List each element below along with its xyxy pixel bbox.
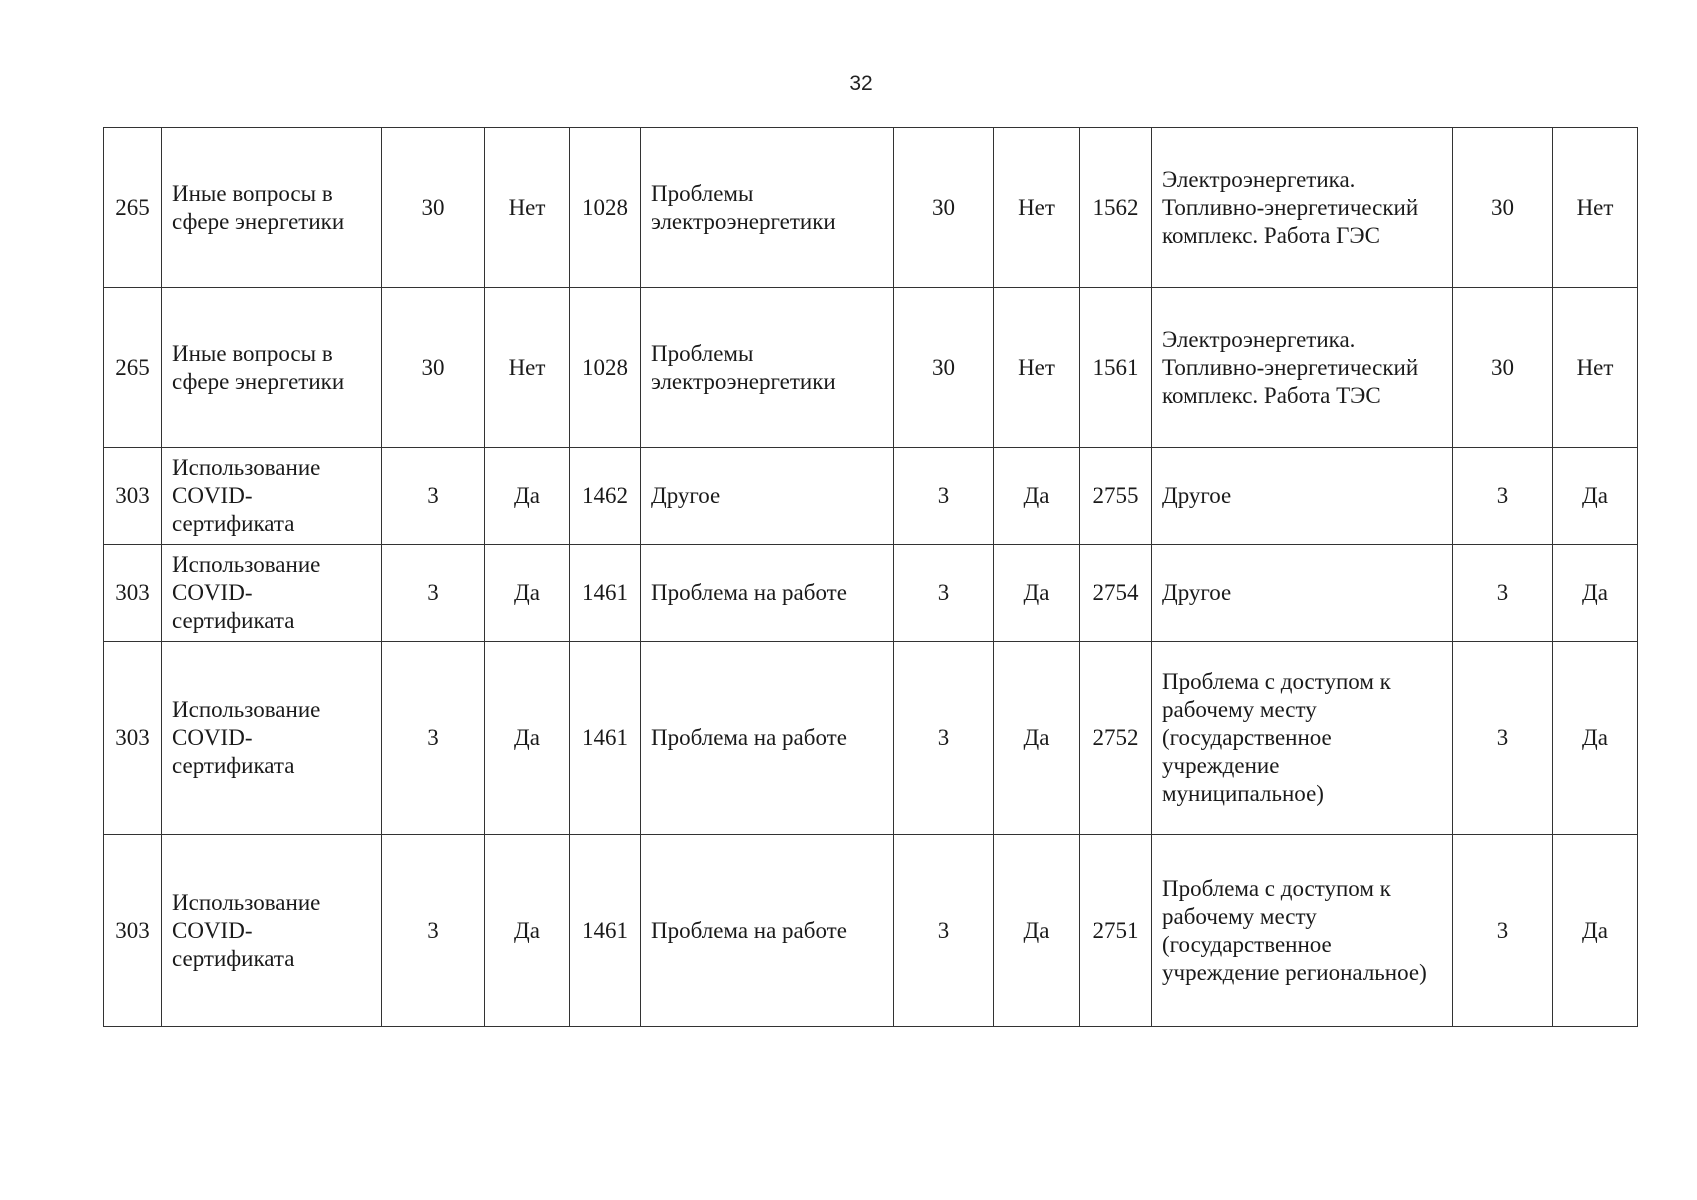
table-row	[104, 288, 1638, 448]
question-code: 2754	[1080, 545, 1152, 642]
topic-name: Проблема на работе	[641, 545, 894, 642]
section-name: Использование COVID- сертификата	[162, 448, 382, 545]
question-name: Проблема с доступом к рабочему месту (государственное учреждение региональное)	[1152, 835, 1453, 1027]
question-flag: Да	[1553, 448, 1638, 545]
table-row	[104, 448, 1638, 545]
section-code: 303	[104, 545, 162, 642]
section-term: 3	[382, 642, 485, 835]
section-term: 30	[382, 128, 485, 288]
topic-flag: Нет	[994, 288, 1080, 448]
question-name: Проблема с доступом к рабочему месту (государственное учреждение муниципальное)	[1152, 642, 1453, 835]
section-term: 3	[382, 835, 485, 1027]
topic-name: Проблемы электроэнергетики	[641, 128, 894, 288]
section-code: 265	[104, 288, 162, 448]
section-name: Использование COVID- сертификата	[162, 642, 382, 835]
question-term: 3	[1453, 545, 1553, 642]
section-term: 3	[382, 545, 485, 642]
section-flag: Да	[485, 642, 570, 835]
topic-term: 30	[894, 288, 994, 448]
section-code: 303	[104, 835, 162, 1027]
question-term: 30	[1453, 288, 1553, 448]
topic-term: 3	[894, 835, 994, 1027]
question-name: Электроэнергетика. Топливно-энергетический комплекс. Работа ГЭС	[1152, 128, 1453, 288]
topic-term: 3	[894, 448, 994, 545]
table-row	[104, 835, 1638, 1027]
topic-flag: Нет	[994, 128, 1080, 288]
question-code: 1562	[1080, 128, 1152, 288]
topic-flag: Да	[994, 642, 1080, 835]
topic-flag: Да	[994, 835, 1080, 1027]
topic-code: 1462	[570, 448, 641, 545]
question-flag: Да	[1553, 545, 1638, 642]
table-row	[104, 642, 1638, 835]
section-code: 265	[104, 128, 162, 288]
question-code: 2751	[1080, 835, 1152, 1027]
question-name: Другое	[1152, 545, 1453, 642]
topic-name: Другое	[641, 448, 894, 545]
table-row	[104, 545, 1638, 642]
question-flag: Нет	[1553, 288, 1638, 448]
topic-flag: Да	[994, 545, 1080, 642]
topic-flag: Да	[994, 448, 1080, 545]
question-code: 2752	[1080, 642, 1152, 835]
topic-name: Проблема на работе	[641, 642, 894, 835]
table-row	[104, 128, 1638, 288]
question-term: 3	[1453, 642, 1553, 835]
section-code: 303	[104, 448, 162, 545]
topic-name: Проблема на работе	[641, 835, 894, 1027]
question-flag: Да	[1553, 835, 1638, 1027]
question-term: 30	[1453, 128, 1553, 288]
question-flag: Нет	[1553, 128, 1638, 288]
question-code: 2755	[1080, 448, 1152, 545]
question-term: 3	[1453, 448, 1553, 545]
section-term: 3	[382, 448, 485, 545]
section-flag: Нет	[485, 288, 570, 448]
section-code: 303	[104, 642, 162, 835]
section-flag: Нет	[485, 128, 570, 288]
section-flag: Да	[485, 448, 570, 545]
section-name: Иные вопросы в сфере энергетики	[162, 288, 382, 448]
question-code: 1561	[1080, 288, 1152, 448]
topic-code: 1461	[570, 642, 641, 835]
question-name: Другое	[1152, 448, 1453, 545]
question-name: Электроэнергетика. Топливно-энергетический комплекс. Работа ТЭС	[1152, 288, 1453, 448]
topic-code: 1028	[570, 288, 641, 448]
topic-code: 1461	[570, 545, 641, 642]
section-name: Иные вопросы в сфере энергетики	[162, 128, 382, 288]
question-term: 3	[1453, 835, 1553, 1027]
section-term: 30	[382, 288, 485, 448]
topic-term: 30	[894, 128, 994, 288]
classifier-table	[103, 127, 1638, 1027]
section-name: Использование COVID- сертификата	[162, 545, 382, 642]
section-flag: Да	[485, 545, 570, 642]
topic-term: 3	[894, 642, 994, 835]
topic-name: Проблемы электроэнергетики	[641, 288, 894, 448]
section-flag: Да	[485, 835, 570, 1027]
topic-code: 1028	[570, 128, 641, 288]
section-name: Использование COVID- сертификата	[162, 835, 382, 1027]
topic-code: 1461	[570, 835, 641, 1027]
question-flag: Да	[1553, 642, 1638, 835]
page-number: 32	[849, 72, 873, 95]
topic-term: 3	[894, 545, 994, 642]
